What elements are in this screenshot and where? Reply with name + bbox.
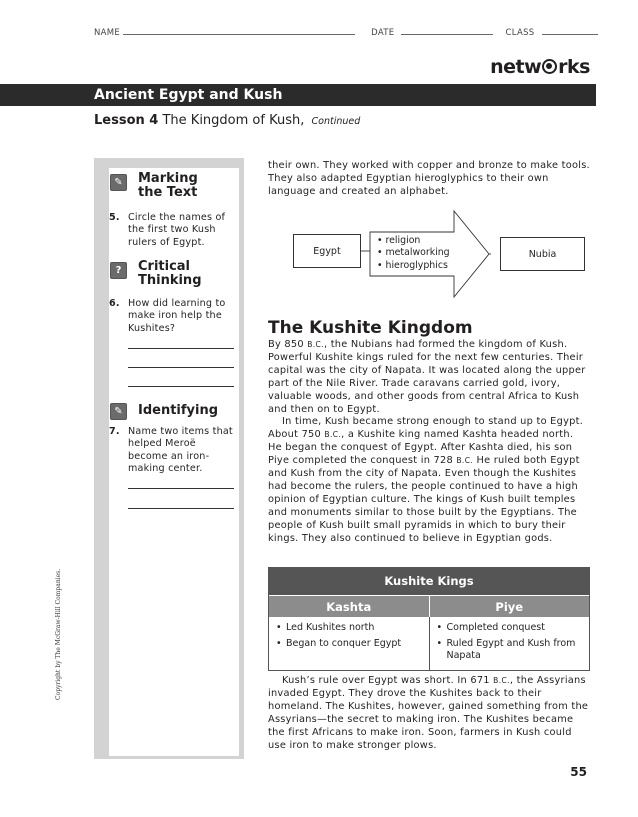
diagram-items	[377, 235, 450, 272]
critical-title-line2: Thinking	[138, 273, 202, 288]
critical-heading	[110, 260, 202, 288]
table-body-row	[269, 617, 589, 670]
logo-ring-icon	[542, 59, 557, 74]
marking-title-line1: Marking	[138, 171, 198, 186]
question-5	[109, 212, 237, 249]
question-5-number: 5.	[109, 212, 120, 223]
question-6	[109, 298, 237, 335]
influence-diagram	[293, 210, 585, 300]
intro-paragraph: their own. They worked with copper and bronze to make tools. They also adapted Egyptian hieroglyphics to their own language and created an alphabet.	[268, 160, 590, 197]
question-7-text: Name two items that helped Meroë become an iron-making center.	[128, 426, 233, 474]
kashta-column-header: Kashta	[326, 600, 372, 614]
list-item: • Completed conquest	[435, 622, 585, 634]
table-caption: Kushite Kings	[269, 568, 589, 595]
section-body	[268, 339, 590, 546]
question-5-text: Circle the names of the first two Kush rulers of Egypt.	[128, 212, 226, 248]
paragraph-1: By 850 B.C., the Nubians had formed the kingdom of Kush. Powerful Kushite kings ruled for the next few centuries. Their capital was the city of Napata. It was located along the upper part of the Nile River. Trade caravans carried gold, ivory, valuable woods, and other goods from central Africa to Kush and then on to Egypt.	[268, 339, 586, 415]
list-item: • Began to conquer Egypt	[274, 638, 424, 650]
question-7-number: 7.	[109, 426, 120, 437]
diagram-item: • hieroglyphics	[377, 259, 448, 271]
paragraph-2: In time, Kush became strong enough to stand up to Egypt. About 750 B.C., a Kushite king named Kashta headed north. He began the conquest of Egypt. After Kashta died, his son Piye completed the conquest in 728 B.C. He ruled both Egypt and Kush from the city of Napata. Even though the Kushites had become the rulers, the people continued to have a high opinion of Egyptian culture. The kings of Kush built temples and monuments similar to those built by the Egyptians. The people of Kush built small pyramids in which to bury their kings. They also continued to believe in Egyptian gods.	[268, 416, 584, 544]
copyright-notice: Copyright by The McGraw-Hill Companies.	[55, 568, 62, 700]
closing-paragraph: Kush’s rule over Egypt was short. In 671 B.C., the Assyrians invaded Egypt. They drove the Kushites back to their homeland. The Kushites, however, gained something from the Assyrians—the secret to making iron. The Kushites became the first Africans to make iron. Soon, farmers in Kush could use iron to make stronger plows.	[268, 675, 589, 751]
date-label: DATE	[371, 28, 395, 38]
networks-logo	[490, 56, 590, 78]
question-7	[109, 426, 237, 475]
critical-title-line1: Critical	[138, 259, 191, 274]
list-item: • Led Kushites north	[274, 622, 424, 634]
answer-line-7a[interactable]	[128, 488, 234, 489]
kashta-cell	[269, 617, 429, 670]
date-blank[interactable]	[401, 27, 493, 35]
section-heading: The Kushite Kingdom	[268, 318, 473, 338]
answer-line-6c[interactable]	[128, 386, 234, 387]
worksheet-header	[94, 27, 590, 38]
diagram-item: • religion	[377, 235, 421, 246]
marking-heading	[110, 172, 198, 200]
magnifier-icon: ✎	[110, 403, 127, 420]
logo-text-end: rks	[558, 56, 590, 78]
diagram-item: • metalworking	[377, 247, 450, 259]
chapter-banner	[0, 84, 596, 106]
answer-line-6b[interactable]	[128, 367, 234, 368]
table-header-row	[269, 595, 589, 617]
identifying-title: Identifying	[138, 403, 219, 418]
class-blank[interactable]	[542, 27, 598, 35]
nubia-box: Nubia	[500, 237, 585, 271]
piye-cell	[429, 617, 590, 670]
pencil-icon: ✎	[110, 174, 127, 191]
piye-column-header: Piye	[429, 596, 590, 617]
egypt-box: Egypt	[293, 234, 361, 268]
kushite-kings-table	[268, 567, 590, 671]
chapter-title: Ancient Egypt and Kush	[94, 87, 283, 103]
question-mark-icon: ?	[110, 262, 127, 279]
continued-label: Continued	[311, 116, 361, 127]
class-label: CLASS	[505, 28, 535, 38]
identifying-heading	[110, 401, 218, 420]
page-number: 55	[570, 765, 587, 779]
answer-line-6a[interactable]	[128, 348, 234, 349]
question-6-text: How did learning to make iron help the Kushites?	[128, 298, 226, 334]
answer-line-7b[interactable]	[128, 508, 234, 509]
list-item: • Ruled Egypt and Kush from Napata	[435, 638, 585, 662]
name-blank[interactable]	[123, 27, 355, 35]
lesson-name: The Kingdom of Kush,	[162, 113, 305, 128]
lesson-label: Lesson 4	[94, 113, 159, 128]
question-6-number: 6.	[109, 298, 120, 309]
logo-text-start: netw	[490, 56, 542, 78]
name-label: NAME	[94, 28, 121, 38]
marking-title-line2: the Text	[138, 185, 198, 200]
lesson-title	[94, 113, 360, 128]
